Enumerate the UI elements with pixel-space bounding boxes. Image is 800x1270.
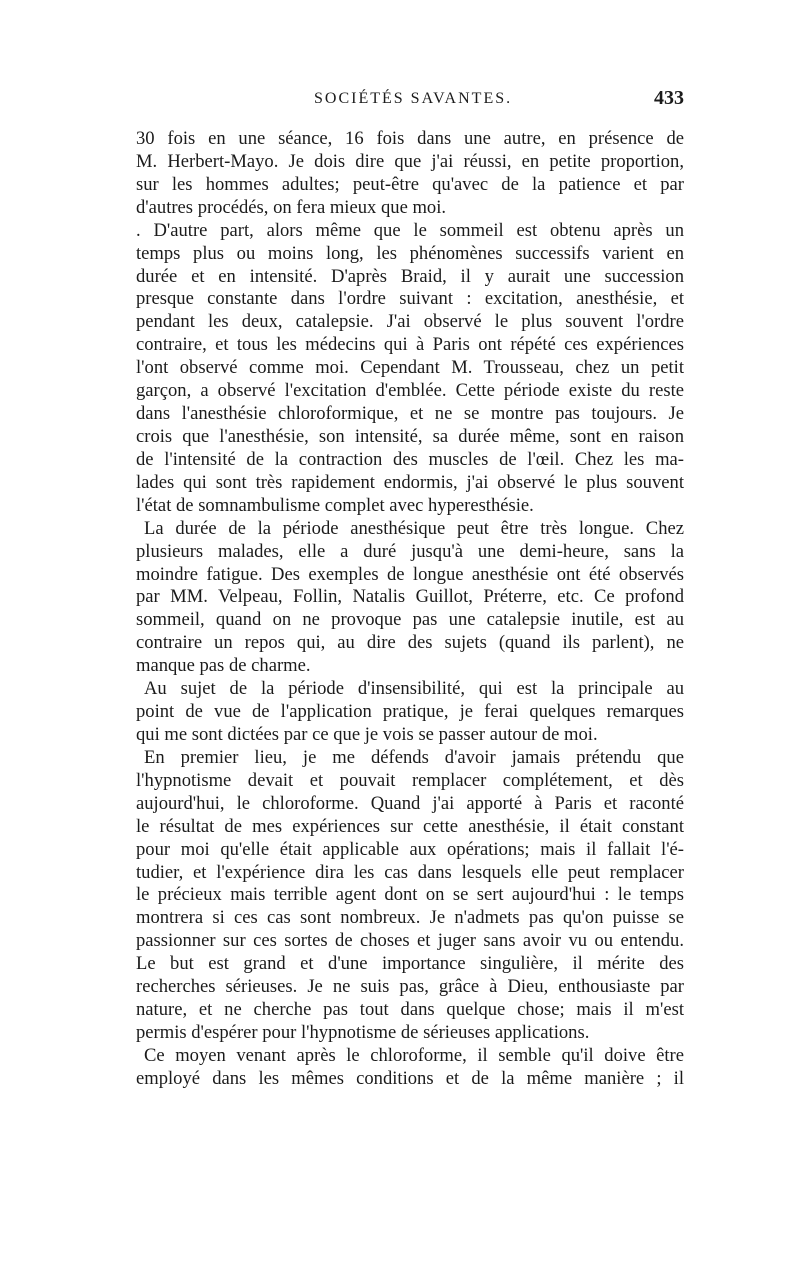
text-line: temps plus ou moins long, les phénomènes successifs varient en [136, 242, 684, 264]
page-number: 433 [654, 87, 684, 109]
text-line: lades qui sont très rapidement endormis, j'ai observé le plus souvent [136, 471, 684, 493]
text-line: l'état de somnambulisme complet avec hyperesthésie. [136, 494, 534, 516]
text-line: pendant les deux, catalepsie. J'ai observé le plus souvent l'ordre [136, 311, 684, 333]
text-line: permis d'espérer pour l'hypnotisme de sérieuses applications. [136, 1021, 590, 1043]
text-line: d'autres procédés, on fera mieux que moi. [136, 196, 447, 218]
running-head [136, 87, 684, 114]
text-line: l'hypnotisme devait et pouvait remplacer complétement, et dès [136, 769, 684, 791]
text-line: 30 fois en une séance, 16 fois dans une autre, en présence de [136, 128, 684, 149]
text-line: pour moi qu'elle était applicable aux opérations; mais il fallait l'é- [136, 838, 684, 860]
text-line: employé dans les mêmes conditions et de la même manière ; il [136, 1067, 684, 1089]
text-line: le précieux mais terrible agent dont on se sert aujourd'hui : le temps [136, 884, 684, 906]
text-line: tudier, et l'expérience dira les cas dans lesquels elle peut remplacer [136, 861, 684, 883]
text-line: nature, et ne cherche pas tout dans quelque chose; mais il m'est [136, 999, 684, 1021]
text-line: recherches sérieuses. Je ne suis pas, grâce à Dieu, enthousiaste par [136, 976, 684, 998]
text-line: Ce moyen venant après le chloroforme, il semble qu'il doive être [144, 1044, 684, 1066]
text-line: point de vue de l'application pratique, je ferai quelques remarques [136, 701, 684, 723]
text-line: le résultat de mes expériences sur cette anesthésie, il était constant [136, 815, 684, 837]
text-line: Le but est grand et d'une importance singulière, il mérite des [136, 953, 684, 975]
text-line: sommeil, quand on ne provoque pas une catalepsie inutile, est au [136, 609, 684, 631]
text-line: crois que l'anesthésie, son intensité, sa durée même, sont en raison [136, 425, 684, 447]
running-title: SOCIÉTÉS SAVANTES. [314, 90, 513, 107]
text-line: qui me sont dictées par ce que je vois se passer autour de moi. [136, 723, 598, 745]
text-line: En premier lieu, je me défends d'avoir jamais prétendu que [144, 746, 684, 768]
text-line: plusieurs malades, elle a duré jusqu'à une demi-heure, sans la [136, 540, 684, 562]
text-line: contraire un repos qui, au dire des sujets (quand ils parlent), ne [136, 632, 684, 654]
text-line: montrera si ces cas sont nombreux. Je n'admets pas qu'on puisse se [136, 907, 684, 929]
text-line: M. Herbert-Mayo. Je dois dire que j'ai réussi, en petite proportion, [136, 150, 684, 172]
text-line: sur les hommes adultes; peut-être qu'avec de la patience et par [136, 173, 684, 195]
body-text [136, 128, 684, 1091]
text-line: . D'autre part, alors même que le sommeil est obtenu après un [136, 219, 684, 241]
text-line: moindre fatigue. Des exemples de longue anesthésie ont été observés [136, 563, 684, 585]
text-line: durée et en intensité. D'après Braid, il y aurait une succession [136, 265, 684, 287]
text-line: contraire, et tous les médecins qui à Paris ont répété ces expériences [136, 334, 684, 356]
text-line: l'ont observé comme moi. Cependant M. Trousseau, chez un petit [136, 357, 684, 379]
text-line: passionner sur ces sortes de choses et juger sans avoir vu ou entendu. [136, 930, 684, 952]
text-line: manque pas de charme. [136, 655, 311, 677]
text-line: dans l'anesthésie chloroformique, et ne se montre pas toujours. Je [136, 403, 684, 425]
text-line: Au sujet de la période d'insensibilité, qui est la principale au [144, 678, 684, 700]
text-line: garçon, a observé l'excitation d'emblée. Cette période existe du reste [136, 380, 684, 402]
text-line: de l'intensité de la contraction des muscles de l'œil. Chez les ma- [136, 448, 684, 470]
text-line: La durée de la période anesthésique peut être très longue. Chez [144, 517, 684, 539]
text-line: par MM. Velpeau, Follin, Natalis Guillot, Préterre, etc. Ce profond [136, 586, 684, 608]
text-line: presque constante dans l'ordre suivant : excitation, anesthésie, et [136, 288, 684, 310]
text-line: aujourd'hui, le chloroforme. Quand j'ai apporté à Paris et raconté [136, 792, 684, 814]
